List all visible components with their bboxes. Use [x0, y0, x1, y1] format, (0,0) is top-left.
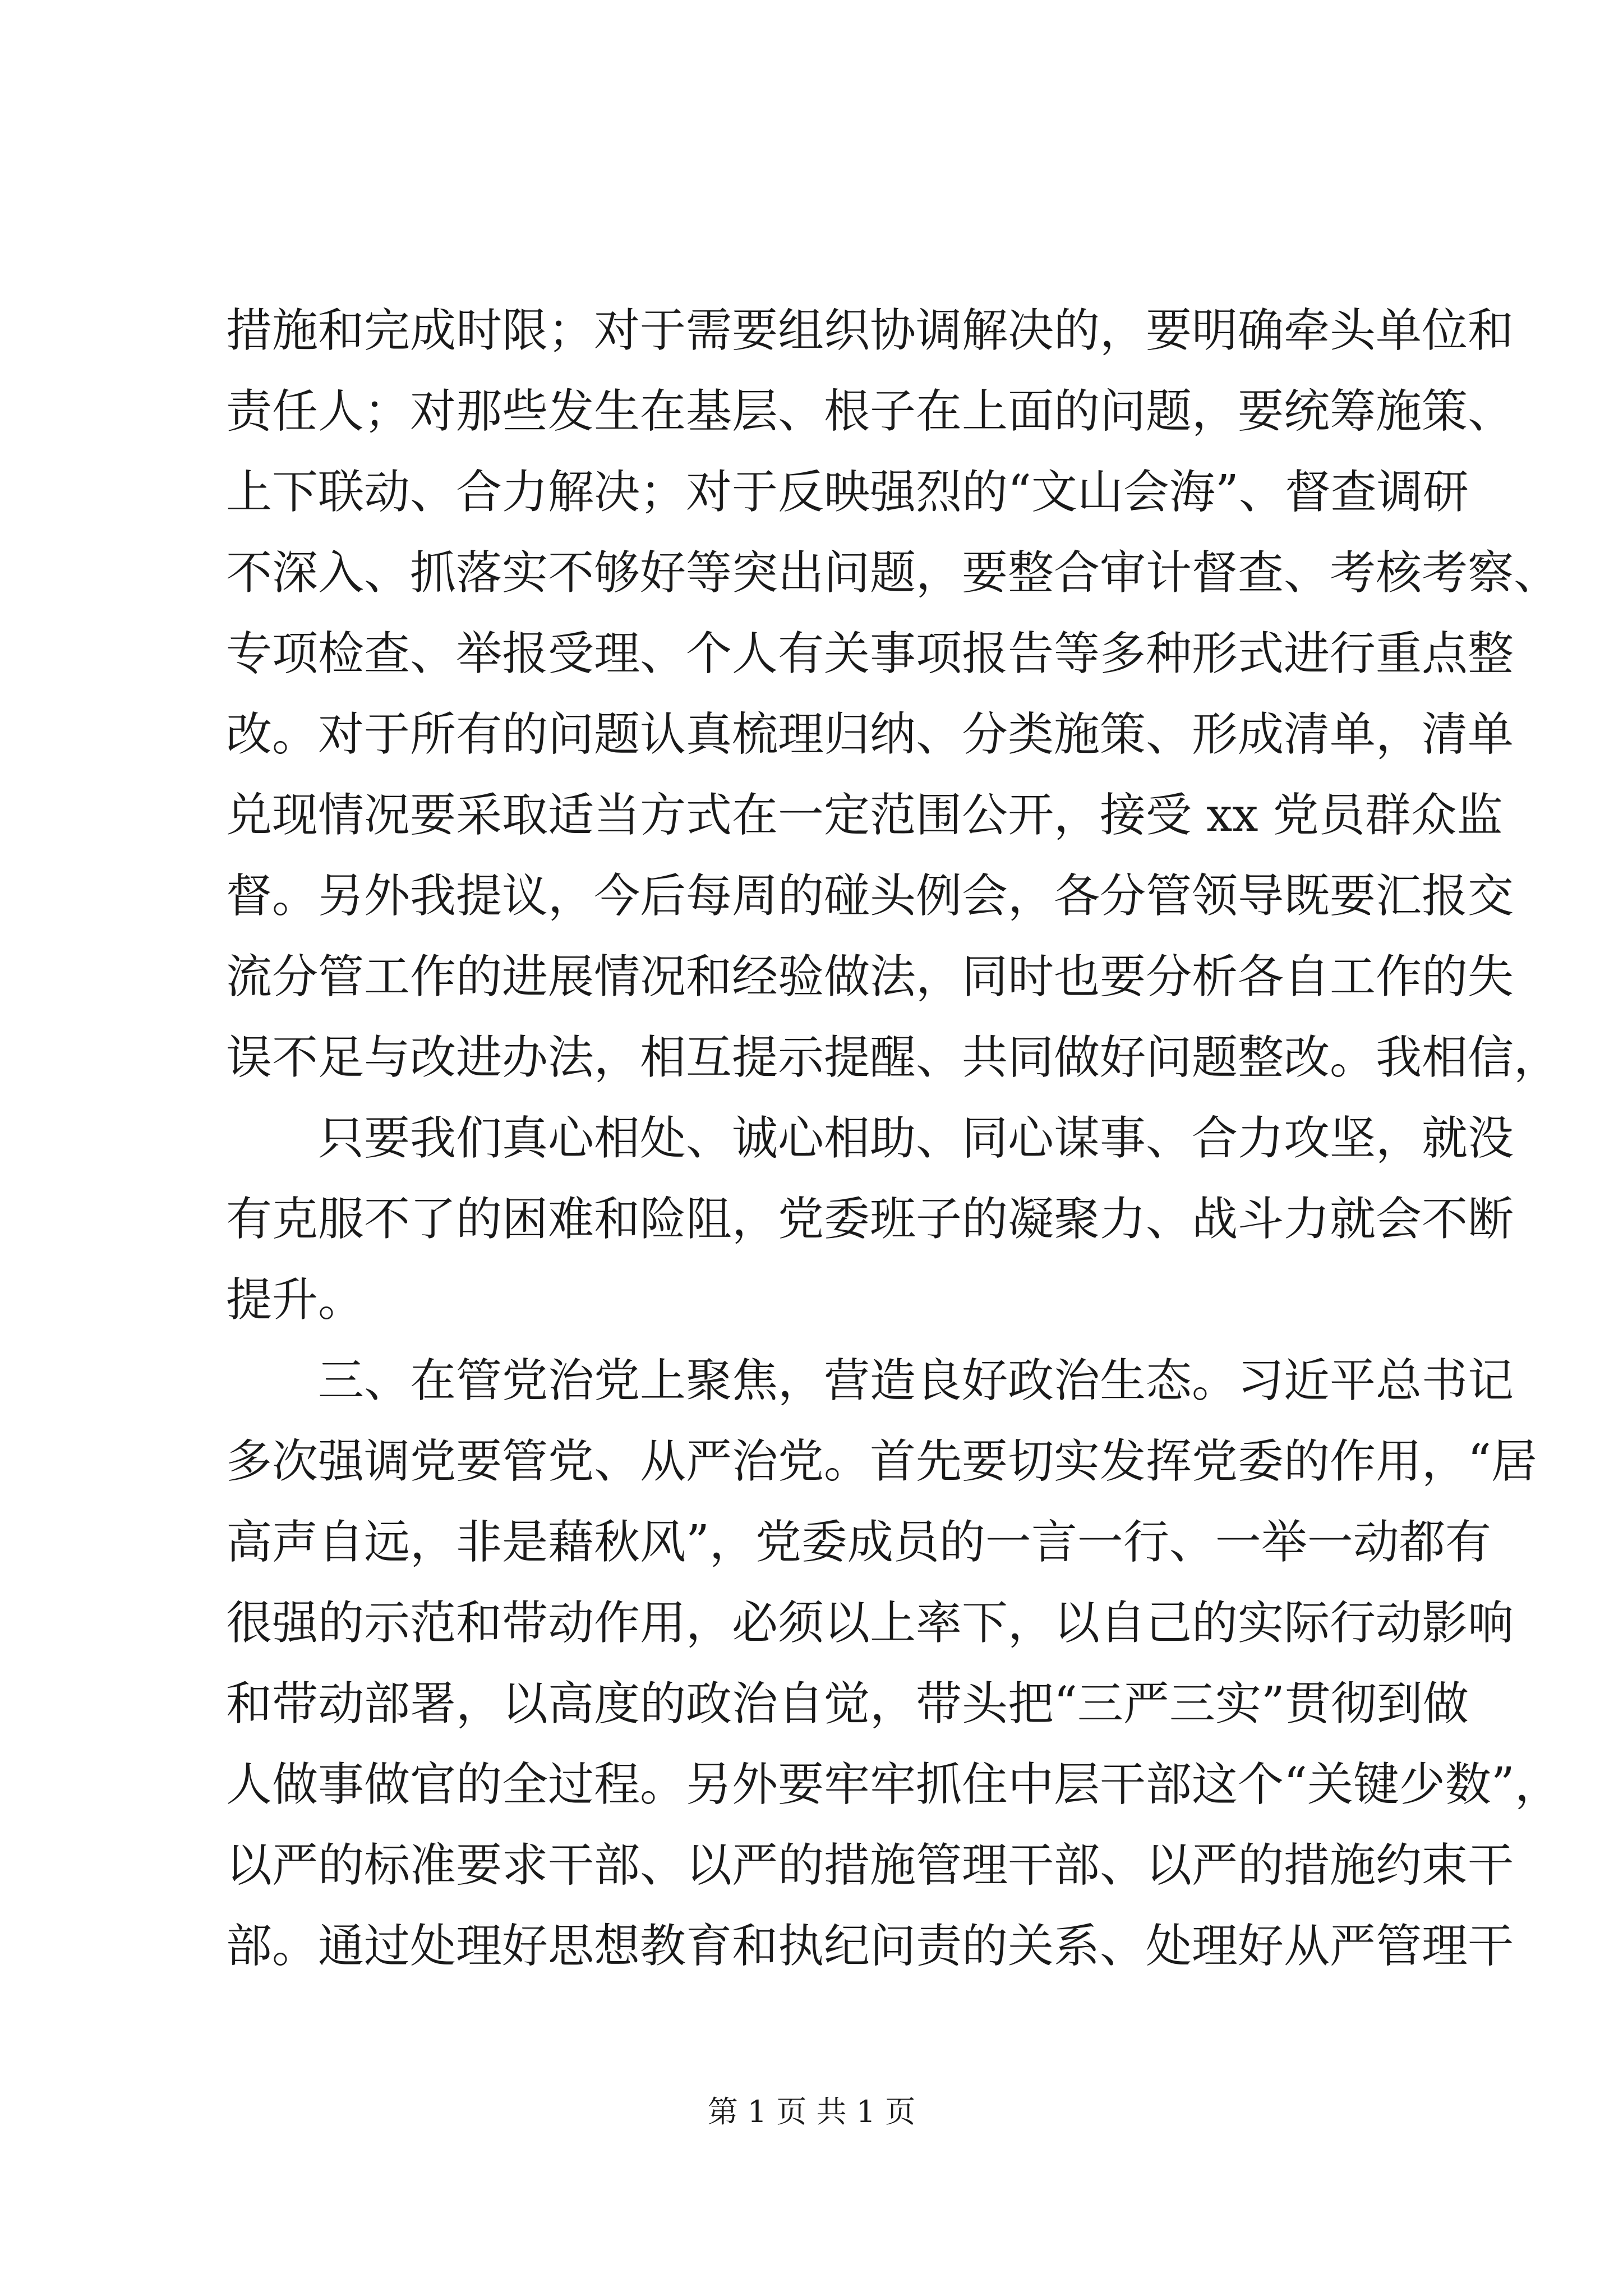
text-line: 督。另外我提议，今后每周的碰头例会，各分管领导既要汇报交 — [226, 869, 1514, 923]
text-line: 高声自远，非是藉秋风”，党委成员的一言一行、一举一动都有 — [226, 1516, 1491, 1569]
text-line: 人做事做官的全过程。另外要牢牢抓住中层干部这个“关键少数”， — [226, 1758, 1561, 1811]
text-line: 以严的标准要求干部、以严的措施管理干部、以严的措施约束干 — [226, 1839, 1514, 1892]
paragraph-first-line: 只要我们真心相处、诚心相助、同心谋事、合力攻坚，就没 — [318, 1112, 1514, 1165]
text-line: 流分管工作的进展情况和经验做法，同时也要分析各自工作的失 — [226, 950, 1514, 1004]
text-line: 措施和完成时限；对于需要组织协调解决的，要明确牵头单位和 — [226, 304, 1514, 357]
text-line: 误不足与改进办法，相互提示提醒、共同做好问题整改。我相信， — [226, 1031, 1560, 1084]
text-line: 改。对于所有的问题认真梳理归纳、分类施策、形成清单，清单 — [226, 708, 1514, 761]
text-line: 不深入、抓落实不够好等突出问题，要整合审计督查、考核考察、 — [226, 546, 1560, 600]
text-line: 专项检查、举报受理、个人有关事项报告等多种形式进行重点整 — [226, 627, 1514, 680]
text-line: 上下联动、合力解决；对于反映强烈的“文山会海”、督查调研 — [226, 466, 1469, 519]
paragraph-first-line: 三、在管党治党上聚焦，营造良好政治生态。习近平总书记 — [318, 1354, 1514, 1407]
page-footer: 第 1 页 共 1 页 — [707, 2094, 916, 2129]
text-line: 很强的示范和带动作用，必须以上率下，以自己的实际行动影响 — [226, 1596, 1514, 1650]
text-line: 提升。 — [226, 1273, 365, 1327]
text-line: 兑现情况要采取适当方式在一定范围公开，接受 xx 党员群众监 — [226, 789, 1503, 842]
text-line: 多次强调党要管党、从严治党。首先要切实发挥党委的作用，“居 — [226, 1435, 1537, 1488]
text-line: 有克服不了的困难和险阻，党委班子的凝聚力、战斗力就会不断 — [226, 1193, 1514, 1246]
text-line: 责任人；对那些发生在基层、根子在上面的问题，要统筹施策、 — [226, 385, 1514, 438]
text-line: 和带动部署，以高度的政治自觉，带头把“三严三实”贯彻到做 — [226, 1677, 1469, 1731]
text-line: 部。通过处理好思想教育和执纪问责的关系、处理好从严管理干 — [226, 1920, 1514, 1973]
